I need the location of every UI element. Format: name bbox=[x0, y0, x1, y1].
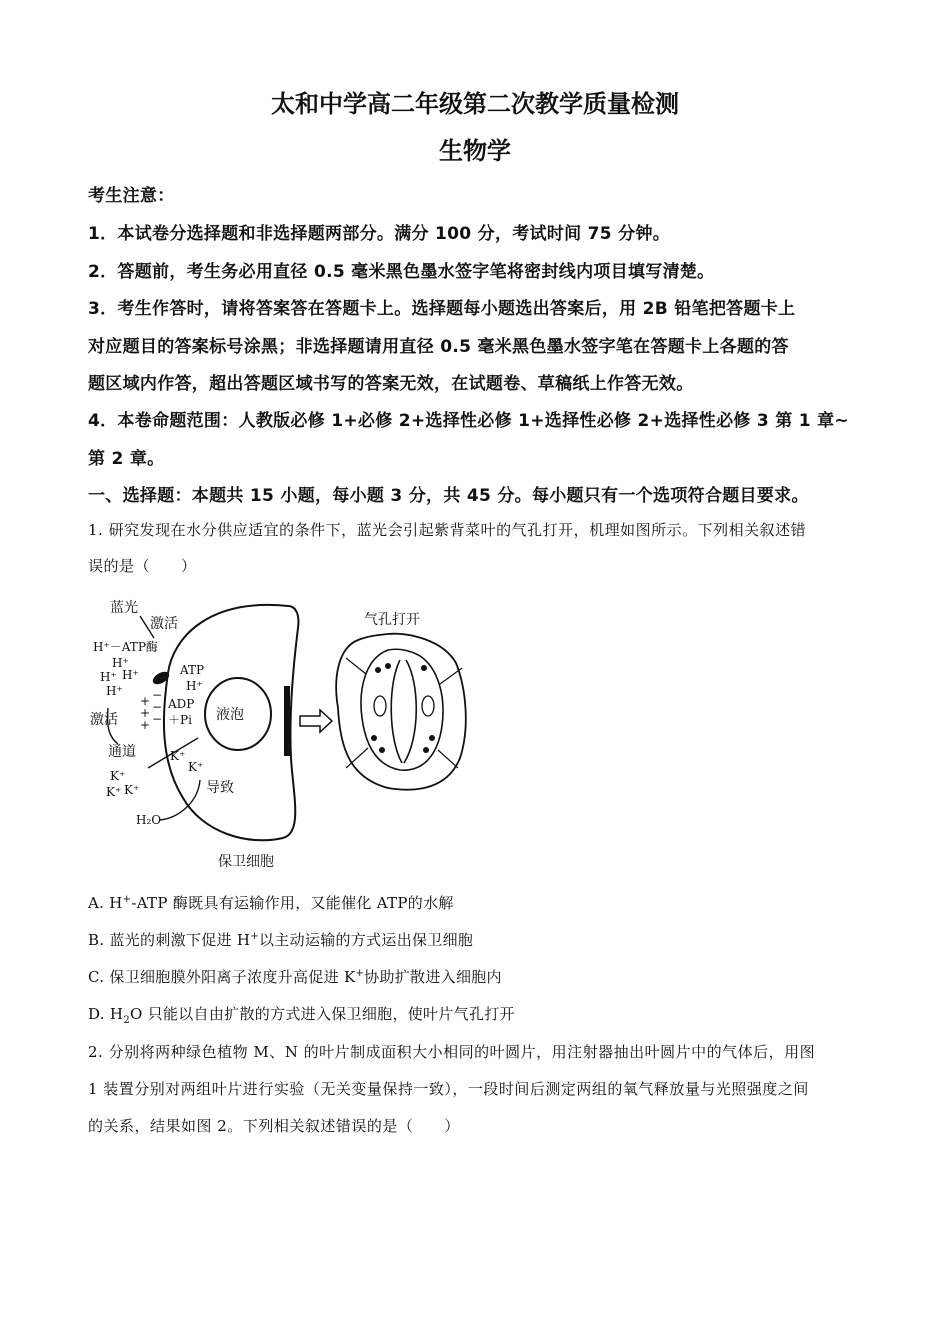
q1-option-d[interactable]: D. $H_2O$ 只能以自由扩散的方式进入保卫细胞，使叶片气孔打开 bbox=[88, 1005, 515, 1026]
water-arrow bbox=[346, 658, 366, 674]
nucleus bbox=[374, 696, 386, 716]
charge-minus-2: − bbox=[152, 700, 163, 714]
guard-cell-diagram bbox=[88, 588, 478, 870]
nucleus bbox=[422, 696, 434, 716]
stoma-open-label: 气孔打开 bbox=[364, 612, 420, 628]
stoma-slit-right bbox=[404, 660, 416, 763]
notice-line-3c: 题区域内作答，超出答题区域书写的答案无效，在试题卷、草稿纸上作答无效。 bbox=[88, 374, 694, 394]
q1-option-a[interactable]: A. H+-ATP 酶既具有运输作用，又能催化 ATP的水解 bbox=[88, 894, 454, 912]
guard-cell-pair bbox=[361, 649, 443, 770]
notice-heading: 考生注意： bbox=[88, 186, 175, 206]
chloroplast bbox=[429, 735, 435, 741]
activate-label-2: 激活 bbox=[90, 712, 118, 728]
water-label: H₂O bbox=[136, 813, 162, 827]
k-ion-3: K⁺ bbox=[110, 769, 126, 783]
lead-to-label: 导致 bbox=[206, 780, 234, 796]
q1-stem-a: 1. 研究发现在水分供应适宜的条件下，蓝光会引起紫背菜叶的气孔打开，机理如图所示。下列相关叙述错 bbox=[88, 521, 807, 539]
q1-figure bbox=[88, 588, 478, 870]
stoma-pore bbox=[284, 686, 290, 756]
chloroplast bbox=[421, 665, 427, 671]
notice-line-4a: 4．本卷命题范围：人教版必修 1+必修 2+选择性必修 1+选择性必修 2+选择性必修 3 第 1 章~ bbox=[88, 411, 849, 431]
atp-label: ATP bbox=[180, 663, 205, 677]
chloroplast bbox=[385, 663, 391, 669]
water-arrow bbox=[440, 668, 462, 684]
charge-plus-2: + bbox=[140, 706, 151, 720]
chloroplast bbox=[371, 735, 377, 741]
vacuole-label: 液泡 bbox=[216, 707, 244, 723]
exam-title: 太和中学高二年级第二次教学质量检测 bbox=[271, 90, 679, 118]
k-ion-1: K⁺ bbox=[170, 749, 186, 763]
enzyme-label: H⁺－ATP酶 bbox=[93, 640, 158, 654]
h-ion-1: H⁺ bbox=[112, 656, 129, 670]
charge-plus-3: + bbox=[140, 718, 151, 732]
q1-option-c[interactable]: C. 保卫细胞膜外阳离子浓度升高促进 K+协助扩散进入细胞内 bbox=[88, 968, 502, 986]
h-ion-2: H⁺ bbox=[100, 670, 117, 684]
chloroplast bbox=[379, 747, 385, 753]
exam-subject: 生物学 bbox=[439, 137, 511, 165]
notice-line-1: 1．本试卷分选择题和非选择题两部分。满分 100 分，考试时间 75 分钟。 bbox=[88, 224, 671, 244]
activate-label-1: 激活 bbox=[150, 616, 178, 632]
pi-label: ＋Pi bbox=[168, 713, 192, 727]
h-ion-4: H⁺ bbox=[106, 684, 123, 698]
q2-stem-c: 的关系，结果如图 2。下列相关叙述错误的是（ ） bbox=[88, 1117, 460, 1135]
water-arrow bbox=[438, 750, 458, 768]
q1-stem-b: 误的是（ ） bbox=[88, 557, 197, 575]
q1-option-b[interactable]: B. 蓝光的刺激下促进 H+以主动运输的方式运出保卫细胞 bbox=[88, 931, 474, 949]
charge-minus-1: − bbox=[152, 688, 163, 702]
k-ion-5: K⁺ bbox=[124, 783, 140, 797]
charge-minus-3: − bbox=[152, 712, 163, 726]
h-ion-3: H⁺ bbox=[122, 668, 139, 682]
stoma-slit-left bbox=[391, 660, 402, 763]
notice-line-2: 2．答题前，考生务必用直径 0.5 毫米黑色墨水签字笔将密封线内项目填写清楚。 bbox=[88, 262, 715, 282]
stoma-outer-cells bbox=[336, 634, 466, 790]
blue-light-label: 蓝光 bbox=[110, 600, 138, 616]
notice-line-3a: 3．考生作答时，请将答案答在答题卡上。选择题每小题选出答案后，用 2B 铅笔把答题卡上 bbox=[88, 299, 796, 319]
section-1-heading: 一、选择题：本题共 15 小题，每小题 3 分，共 45 分。每小题只有一个选项符合题目要求。 bbox=[88, 486, 809, 506]
channel-label: 通道 bbox=[108, 744, 136, 760]
k-ion-4: K⁺ bbox=[106, 785, 122, 799]
process-arrow-icon bbox=[300, 710, 332, 732]
adp-label: ADP bbox=[168, 697, 195, 711]
guard-cell-label: 保卫细胞 bbox=[218, 854, 274, 870]
notice-line-4b: 第 2 章。 bbox=[88, 449, 165, 469]
chloroplast bbox=[375, 667, 381, 673]
chloroplast bbox=[423, 747, 429, 753]
q2-stem-a: 2. 分别将两种绿色植物 M、N 的叶片制成面积大小相同的叶圆片，用注射器抽出叶圆片中的气体后，用图 bbox=[88, 1043, 816, 1061]
h-ion-inside: H⁺ bbox=[186, 679, 203, 693]
notice-line-3b: 对应题目的答案标号涂黑；非选择题请用直径 0.5 毫米黑色墨水签字笔在答题卡上各题的答 bbox=[88, 337, 789, 357]
k-ion-2: K⁺ bbox=[188, 760, 204, 774]
q2-stem-b: 1 装置分别对两组叶片进行实验（无关变量保持一致），一段时间后测定两组的氧气释放量与光照强度之间 bbox=[88, 1080, 809, 1098]
charge-plus-1: + bbox=[140, 694, 151, 708]
